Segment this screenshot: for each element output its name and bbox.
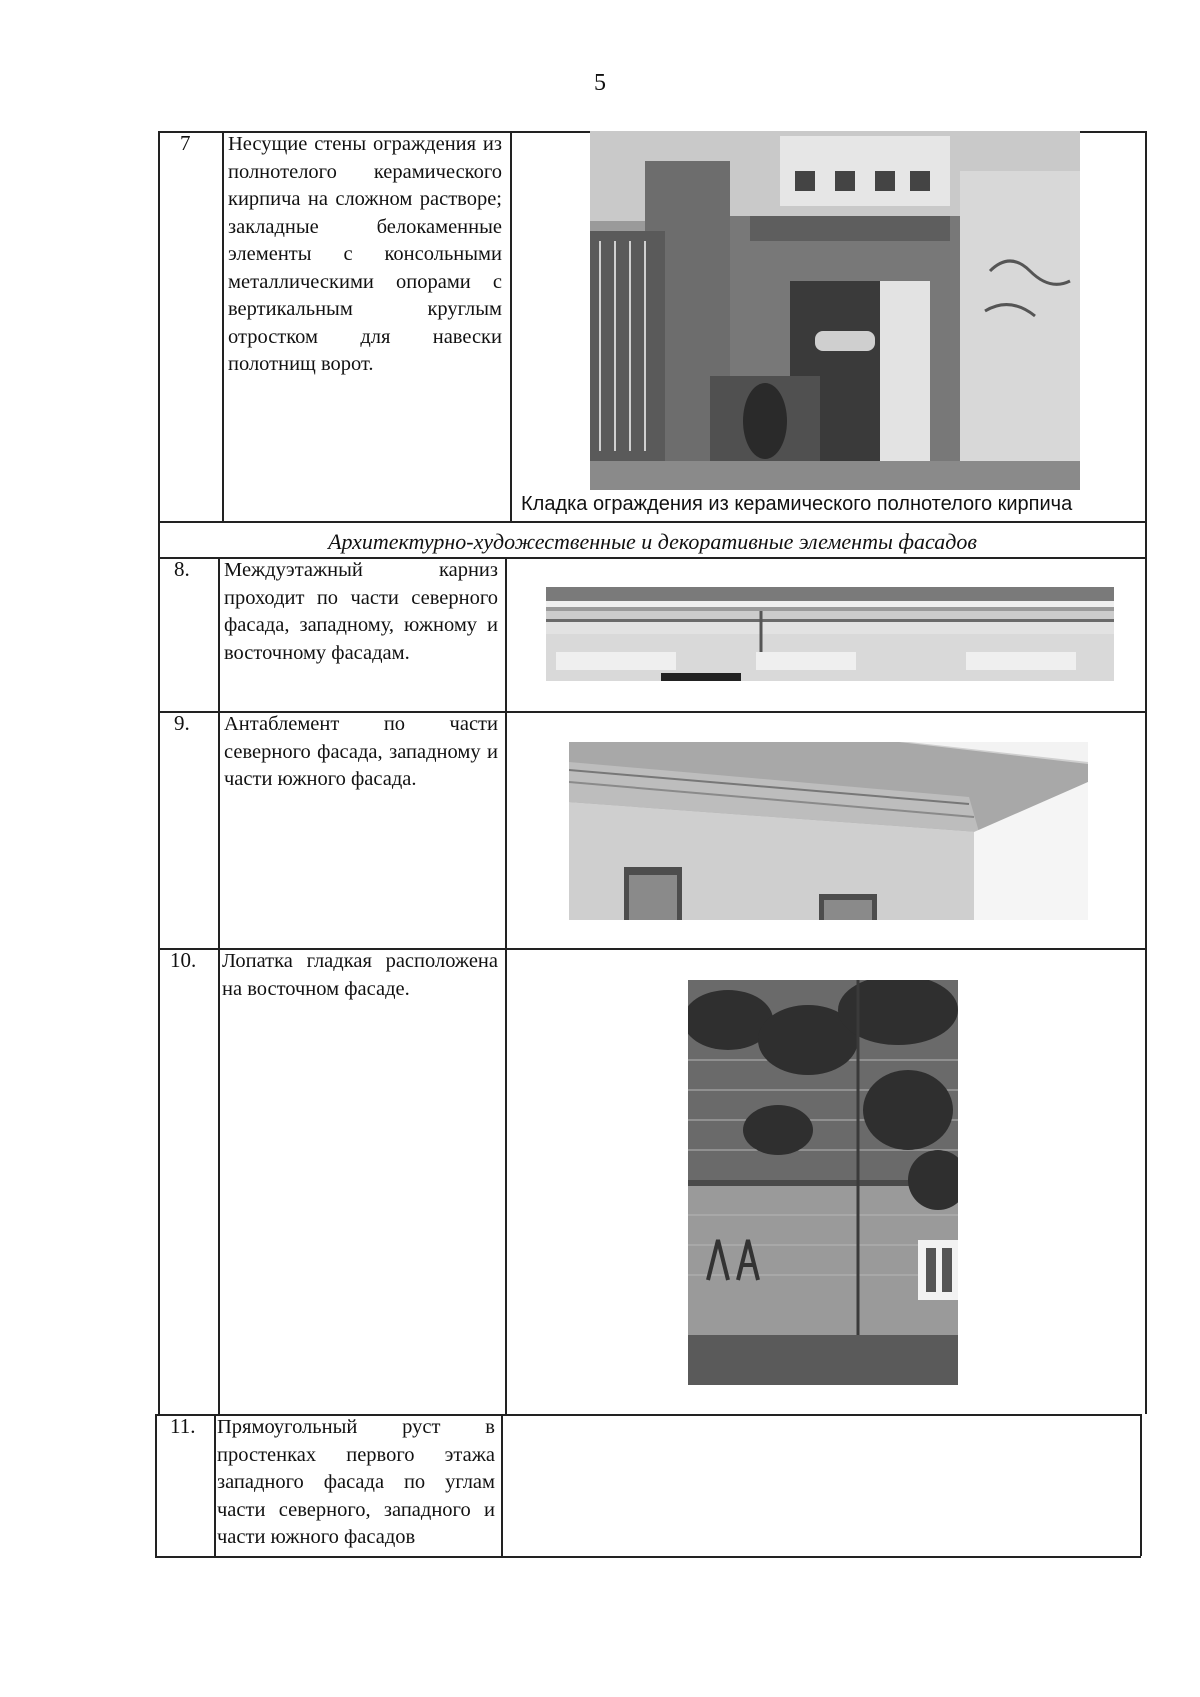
row-description: Антаблемент по части северного фасада, западному и части южного фасада. [224,713,498,790]
row-number: 9. [174,711,190,735]
cornice-photo [546,587,1114,681]
photo-caption: Кладка ограждения из керамического полнотелого кирпича [521,493,1073,515]
section-title: Архитектурно-художественные и декоративные элементы фасадов [328,529,977,554]
row-number: 8. [174,557,190,581]
row-number: 7 [180,131,191,155]
brick-fence-photo [590,131,1080,490]
row-description: Прямоугольный руст в простенках первого этажа западного фасада по углам части северного, западного и части южного фасадов [217,1416,495,1548]
entablature-photo [569,742,1088,920]
row-description: Лопатка гладкая расположена на восточном фасаде. [222,950,498,1000]
pilaster-photo [688,980,958,1385]
row-description: Несущие стены ограждения из полнотелого керамического кирпича на сложном растворе; закладные белокаменные элементы с консольными металлическими опорами с вертикальным круглым отростком для навески полотнищ ворот. [228,133,502,375]
row-number: 10. [170,948,197,972]
page-number: 5 [594,70,606,96]
row-number: 11. [170,1414,196,1438]
row-description: Междуэтажный карниз проходит по части северного фасада, западному, южному и восточному фасадам. [224,559,498,664]
